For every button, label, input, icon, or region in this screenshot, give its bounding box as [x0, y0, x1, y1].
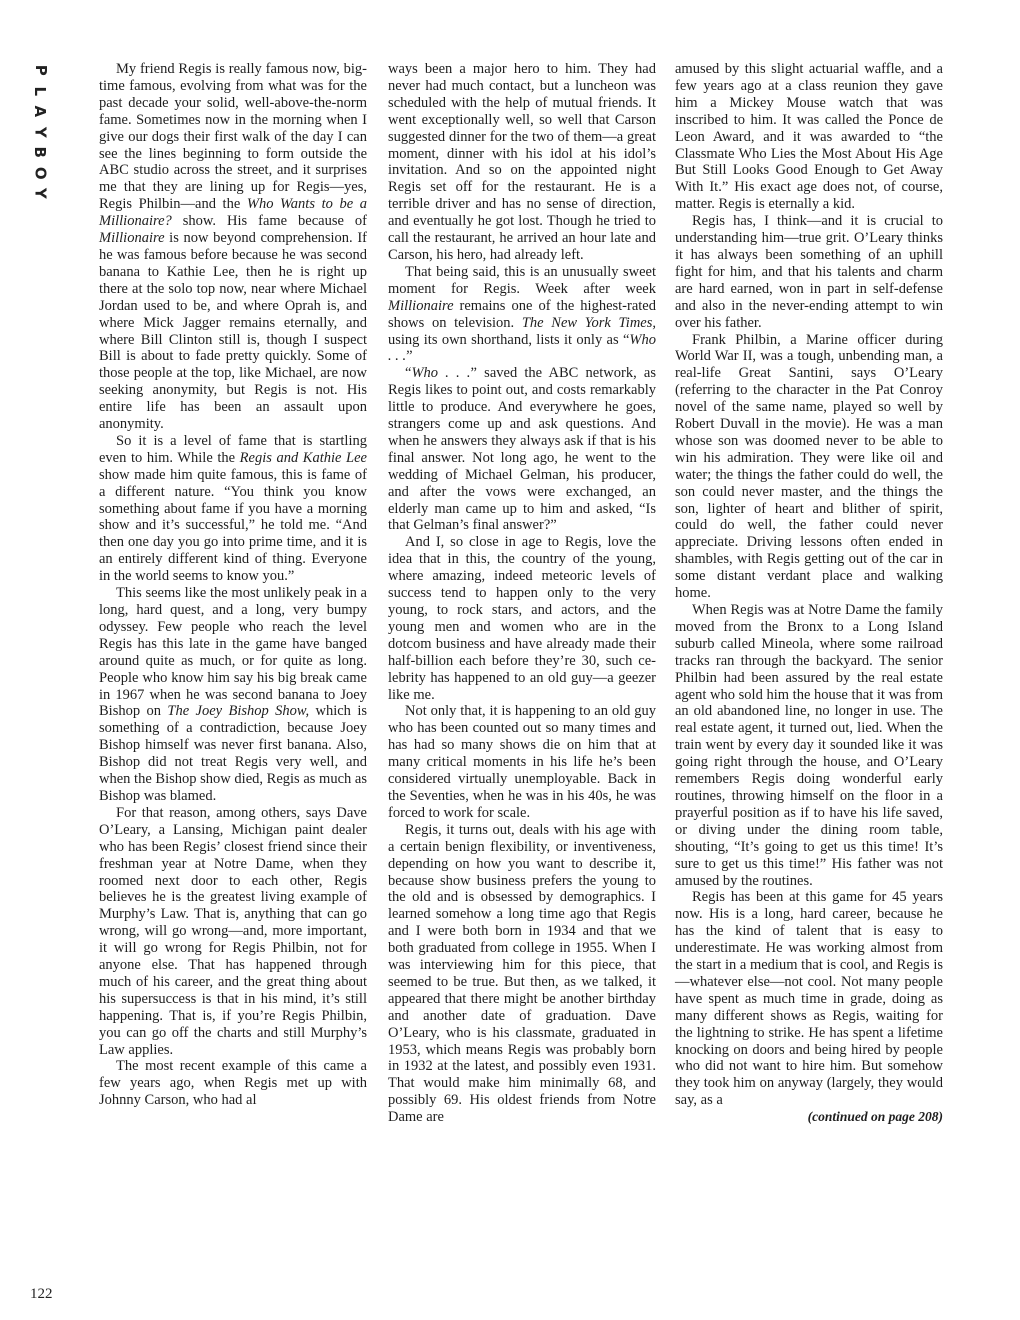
italic-title: The New York Times, [521, 314, 657, 331]
magazine-name-letter: A [31, 105, 50, 118]
magazine-name-letter: L [31, 85, 50, 96]
article-paragraph [99, 61, 367, 433]
text-run: Regis has, I think—and it is crucial to understanding him—true grit. O’Leary thinks it has always been something of an uphill fight for him, and that his talents and charm are hard earned, won in part in self-defense and also in the never-ending attempt to win over his father. [675, 213, 943, 331]
text-run: For that reason, among others, says Dave O’Leary, a Lansing, Michigan paint dealer who has been Regis’ closest friend since their freshman year at Notre Dame, when they roomed next door to each other, Regis believes he is the greatest living example of Murphy’s Law. That is, anything that can go wrong, will go wrong—and, more important, it will go wrong for Regis Philbin, not for anyone else. That has happened through much of his career, and the great thing about his supersuccess is that in his mind, it’s still happening. That is, if you’re Regis Philbin, you can go off the charts and still Murphy’s Law applies. [99, 804, 367, 1058]
magazine-name-letter: O [31, 166, 50, 180]
italic-title: Who . . . [411, 365, 471, 382]
text-run: ways been a major hero to him. They had never had much contact, but a luncheon was scheduled with the help of mutual friends. It went exceptionally well, so well that Carson suggested dinner for the two of them—a great moment, dinner with his idol at his idol’s invitation. And so on the appointed night Regis set off for the restaurant. He is a terrible driver and has no sense of direction, and eventually he got lost. Though he tried to call the restaurant, he arrived an hour late and Carson, his hero, had already left. [388, 61, 656, 263]
text-run: When Regis was at Notre Dame the family moved from the Bronx to a Long Island suburb called Mineola, where some railroad tracks ran through the backyard. The senior Philbin had been assured by the real estate agent who sold him the house that it was from an old abandoned line, no longer in use. The real estate agent, it turned out, lied. When the train went by every day it sounded like it was going right through the house, and O’Leary remembers Regis doing wonderful early routines, throwing himself on the floor in a prayerful position as if to have his life saved, or diving under the dining room table, shouting, “It’s going to get us this time! It’s sure to get us this time!” His father was not amused by the routines. [675, 602, 943, 889]
article-paragraph [99, 1058, 367, 1109]
article-paragraph [388, 822, 656, 1126]
page-number: 122 [30, 1286, 53, 1302]
article-paragraph [388, 264, 656, 365]
article-paragraph [99, 585, 367, 805]
text-run: Not only that, it is happening to an old guy who has been counted out so many times and has had so many shows die on him that at many critical moments in his life he’s been considered virtually unemployable. Back in the Seventies, when he was in his 40s, he was forced to work for scale. [388, 703, 656, 821]
text-run: ” saved the ABC network, as Regis likes to point out, and costs remarkably little to produce. And everywhere he goes, strangers come up and ask questions. And when he answers they always ask if that is his final answer. Not long ago, he went to the wedding of Michael Gelman, his producer, and after the vows were exchanged, an elderly man came up to him and asked, “Is that Gelman’s final answer?” [388, 365, 656, 534]
magazine-name-letter: Y [31, 126, 50, 138]
article-paragraph [99, 805, 367, 1059]
text-run: using its own shorthand, lists it only as “ [388, 331, 630, 348]
article-paragraph [388, 365, 656, 534]
italic-title: Who . . . [388, 331, 656, 365]
text-run: So it is a level of fame that is startling even to him. While the [99, 432, 367, 466]
article-paragraph [675, 213, 943, 331]
text-run: remains one of the highest-rated shows on television. [388, 297, 656, 331]
text-run: This seems like the most unlikely peak in a long, hard quest, and a long, very bumpy odyssey. Few people who reach the level Regis has this late in the game have banged around quite as much, or for quite as long. People who know him say his big break came in 1967 when he was second banana to Joey Bishop on [99, 585, 367, 720]
article-column-2 [388, 61, 656, 1126]
italic-title: Millionaire [388, 297, 454, 314]
text-run: Regis has been at this game for 45 years now. His is a long, hard career, because he has the kind of talent that is easy to underestimate. He was working almost from the start in a medium that is cool, and Regis is—whatever else—not cool. Not many people have spent as much time in grade, doing as many different shows as Regis, waiting for the lightning to strike. He has spent a lifetime knocking on doors and being hired by people who did not want to hire him. But somehow they took him on anyway (largely, they would say, as a [675, 889, 943, 1109]
magazine-name-letter: P [31, 64, 50, 76]
article-paragraph [388, 534, 656, 703]
text-run: That being said, this is an unusually sweet moment for Regis. Week after week [388, 263, 656, 297]
magazine-name-letter: Y [31, 187, 50, 199]
text-run: And I, so close in age to Regis, love the idea that in this, the country of the young, where amazing, indeed meteoric levels of success tend to happen only to the very young, to rock stars, and actors, and the young men and women who are in the dotcom business and have already made their half-billion each before they’re 30, such celebrity has happened to an old guy—a geezer like me. [388, 534, 656, 703]
italic-title: Regis and Kathie Lee [239, 449, 367, 466]
article-column-3 [675, 61, 943, 1126]
text-run: which is something of a contradiction, because Joey Bishop himself was never first banana. Also, Bishop did not treat Regis very well, and when the Bishop show died, Regis as much as Bishop was blamed. [99, 703, 367, 804]
text-run: ” [406, 348, 413, 365]
article-paragraph [675, 602, 943, 889]
italic-title: Who Wants to be a Millionaire? [99, 196, 367, 230]
article-paragraph [675, 332, 943, 603]
text-run: The most recent example of this came a few years ago, when Regis met up with Johnny Carson, who had al [99, 1058, 367, 1109]
article-paragraph [675, 889, 943, 1109]
article-paragraph [675, 61, 943, 213]
continuation-note: (continued on page 208) [807, 1109, 943, 1125]
text-run: is now beyond comprehension. If he was famous before because he was second banana to Kathie Lee, then he is right up there at the solo top now, near where Michael Jordan used to be, and where Oprah is, and where Mick Jagger remains eternally, and where Bill Clinton still is, though I suspect Bill is about to fade pretty quickly. Some of those people at the top, like Michael, are now seeking anonymity, but Regis is not. His entire life has been an assault upon anonymity. [99, 230, 367, 433]
article-paragraph [99, 433, 367, 585]
text-run: show made him quite famous, this is fame of a different nature. “You think you know something about fame if you have a morning show and it’s successful,” he told me. “And then one day you go into prime time, and it is an entirely different kind of thing. Everyone in the world seems to know you.” [99, 466, 367, 585]
article-column-1 [99, 61, 367, 1109]
text-run: My friend Regis is really famous now, big-time famous, evolving from what was for the past decade your solid, well-above-the-norm fame. Sometimes now in the morning when I give our dogs their first walk of the day I can see the lines beginning to form outside the ABC studio across the street, and it surprises me that they are lining up for Regis—yes, Regis Philbin—and the [99, 61, 367, 213]
text-run: Frank Philbin, a Marine officer during World War II, was a tough, unbending man, a real-life Great Santini, says O’Leary (referring to the character in the Pat Conroy novel of the same name, played so well by Robert Duvall in the movie). He was a man whose son was doomed never to be able to win his admiration. They were like oil and water; the things the father could do well, the son could never master, and the things the son, lighter of heart and blither of spirit, could do well, the father could never appreciate. Driving lessons often ended in shambles, with Regis getting out of the car in some distant verdant place and walking home. [675, 331, 943, 602]
text-run: Regis, it turns out, deals with his age with a certain benign flexibility, or inventiveness, depending on how you want to describe it, because show business prefers the young to the old and is obsessed by demographics. I learned somehow a long time ago that Regis and I were both born in 1934 and that we both graduated from college in 1955. When I was interviewing him for this piece, that seemed to be true. But then, as we talked, it appeared that there might be another birthday and another date of graduation. Dave O’Leary, who is his classmate, graduated in 1953, which means Regis was probably born in 1932 at the latest, and possibly even 1931. That would make him minimally 68, and possibly 69. His oldest friends from Notre Dame are [388, 821, 656, 1126]
italic-title: Millionaire [99, 230, 165, 247]
article-paragraph [388, 61, 656, 264]
italic-title: The Joey Bishop Show, [167, 703, 310, 720]
magazine-name-letter: B [31, 146, 50, 158]
text-run: “ [405, 365, 412, 382]
article-paragraph [388, 703, 656, 821]
text-run: amused by this slight actuarial waffle, and a few years ago at a class reunion they gave him a Mickey Mouse watch that was inscribed to him. It was called the Ponce de Leon Award, and it was awarded to “the Classmate Who Lies the Most About His Age But Still Looks Good Enough to Get Away With It.” His exact age does not, of course, matter. Regis is eternally a kid. [675, 61, 943, 213]
text-run: show. His fame because of [171, 213, 367, 230]
magazine-name-vertical [26, 60, 54, 204]
